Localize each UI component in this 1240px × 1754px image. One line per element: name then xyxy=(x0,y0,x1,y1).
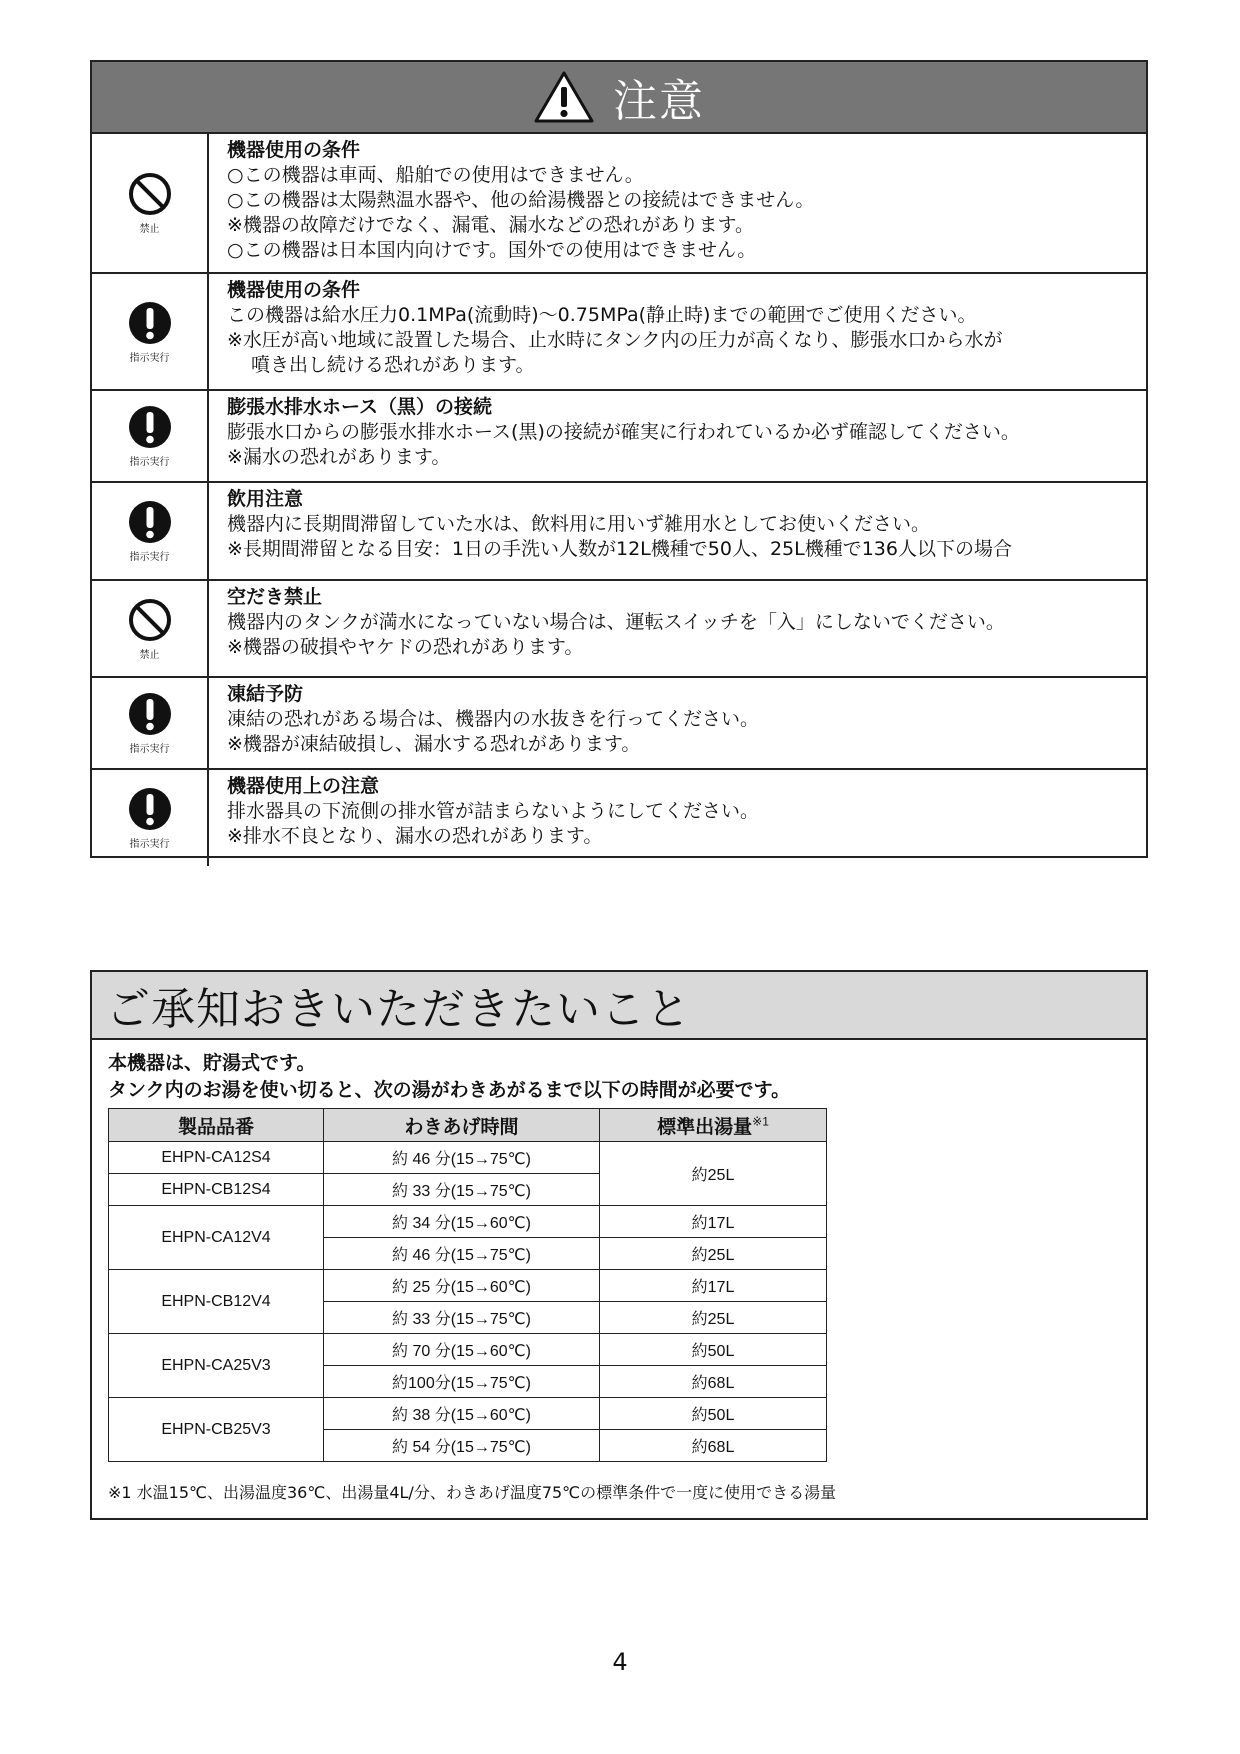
heating-time-cell: 約100分(15→75℃) xyxy=(324,1366,600,1398)
caution-row-line: ※長期間滞留となる目安：1日の手洗い人数が12L機種で50人、25L機種で136人以下の場合 xyxy=(227,538,1012,560)
mandatory-action-icon xyxy=(127,691,173,737)
table-header-row xyxy=(109,1109,827,1142)
model-cell: EHPN-CA12S4 xyxy=(109,1142,324,1174)
caution-row-line: 膨張水口からの膨張水排水ホース(黒)の接続が確実に行われているか必ず確認してください。 xyxy=(227,421,1020,443)
icon-label: 禁止 xyxy=(139,649,160,661)
model-cell: EHPN-CA25V3 xyxy=(109,1334,324,1398)
model-cell: EHPN-CB12S4 xyxy=(109,1174,324,1206)
heating-time-cell: 約 33 分(15→75℃) xyxy=(324,1174,600,1206)
caution-row xyxy=(92,678,1146,770)
page-number: 4 xyxy=(612,1648,628,1676)
heating-time-cell: 約 54 分(15→75℃) xyxy=(324,1430,600,1462)
caution-text-cell xyxy=(209,274,1146,389)
icon-label: 指示実行 xyxy=(129,744,170,755)
caution-text-cell xyxy=(209,581,1146,676)
caution-row-title: 膨張水排水ホース（黒）の接続 xyxy=(227,396,493,418)
volume-cell: 約50L xyxy=(600,1334,827,1366)
volume-cell: 約68L xyxy=(600,1366,827,1398)
caution-row-line: 凍結の恐れがある場合は、機器内の水抜きを行ってください。 xyxy=(227,708,760,730)
caution-row-title: 凍結予防 xyxy=(227,683,304,705)
caution-text-cell xyxy=(209,391,1146,481)
warning-triangle-icon xyxy=(533,70,595,124)
volume-cell: 約50L xyxy=(600,1398,827,1430)
model-cell: EHPN-CB12V4 xyxy=(109,1270,324,1334)
caution-icon-cell xyxy=(92,134,209,272)
model-cell: EHPN-CA12V4 xyxy=(109,1206,324,1270)
caution-row xyxy=(92,770,1146,866)
caution-row-line: ○この機器は車両、船舶での使用はできません。 xyxy=(227,164,644,186)
caution-row-line: ○この機器は太陽熱温水器や、他の給湯機器との接続はできません。 xyxy=(227,189,815,211)
caution-row xyxy=(92,581,1146,678)
caution-row-title: 機器使用上の注意 xyxy=(227,775,380,797)
caution-header xyxy=(92,62,1146,134)
caution-row xyxy=(92,391,1146,483)
header-standard-volume: 標準出湯量$^{※1}$ xyxy=(600,1109,827,1142)
caution-row-line: ※水圧が高い地域に設置した場合、止水時にタンク内の圧力が高くなり、膨張水口から水が xyxy=(227,329,1003,351)
icon-label: 指示実行 xyxy=(129,352,170,364)
mandatory-action-icon xyxy=(127,404,173,450)
volume-cell: 約17L xyxy=(600,1270,827,1302)
caution-icon-cell xyxy=(92,770,209,866)
caution-row-line: 機器内に長期間滞留していた水は、飲料用に用いず雑用水としてお使いください。 xyxy=(227,513,931,535)
caution-row-line: 噴き出し続ける恐れがあります。 xyxy=(251,354,535,376)
caution-row-title: 飲用注意 xyxy=(227,488,304,510)
caution-row xyxy=(92,274,1146,391)
heating-time-cell: 約 46 分(15→75℃) xyxy=(324,1238,600,1270)
header-model: 製品品番 xyxy=(109,1109,324,1142)
model-cell: EHPN-CB25V3 xyxy=(109,1398,324,1462)
table-row xyxy=(109,1270,827,1302)
volume-cell: 約25L xyxy=(600,1238,827,1270)
table-row xyxy=(109,1142,827,1174)
table-body xyxy=(109,1142,827,1462)
caution-text-cell xyxy=(209,483,1146,579)
volume-cell: 約25L xyxy=(600,1142,827,1206)
notice-header xyxy=(92,972,1146,1040)
caution-row-title: 機器使用の条件 xyxy=(227,279,361,301)
caution-row-line: 機器内のタンクが満水になっていない場合は、運転スイッチを「入」にしないでください。 xyxy=(227,611,1005,633)
prohibition-icon xyxy=(127,171,173,217)
icon-label: 指示実行 xyxy=(129,839,170,850)
icon-label: 指示実行 xyxy=(129,552,170,563)
caution-row-title: 機器使用の条件 xyxy=(227,139,361,161)
icon-label: 指示実行 xyxy=(129,457,170,468)
heating-time-table xyxy=(108,1108,827,1462)
caution-text-cell xyxy=(209,134,1146,272)
caution-row-line: ※機器の破損やヤケドの恐れがあります。 xyxy=(227,636,584,658)
heating-time-cell: 約 70 分(15→60℃) xyxy=(324,1334,600,1366)
caution-rows xyxy=(92,134,1146,866)
heating-time-cell: 約 38 分(15→60℃) xyxy=(324,1398,600,1430)
caution-row-line: ※機器が凍結破損し、漏水する恐れがあります。 xyxy=(227,733,641,755)
caution-row xyxy=(92,134,1146,274)
caution-title: 注意 xyxy=(613,76,705,127)
notice-intro xyxy=(92,1040,1146,1104)
caution-icon-cell xyxy=(92,391,209,481)
caution-icon-cell xyxy=(92,581,209,676)
table-row xyxy=(109,1206,827,1238)
notice-intro-line: 本機器は、貯湯式です。 xyxy=(108,1052,316,1074)
caution-row-line: ※漏水の恐れがあります。 xyxy=(227,446,451,468)
caution-icon-cell xyxy=(92,274,209,389)
notice-title: ご承知おきいただきたいこと xyxy=(106,984,691,1035)
heating-time-cell: 約 25 分(15→60℃) xyxy=(324,1270,600,1302)
caution-row-line: ※排水不良となり、漏水の恐れがあります。 xyxy=(227,825,603,847)
volume-cell: 約17L xyxy=(600,1206,827,1238)
caution-row xyxy=(92,483,1146,581)
heating-time-cell: 約 34 分(15→60℃) xyxy=(324,1206,600,1238)
volume-cell: 約68L xyxy=(600,1430,827,1462)
caution-box xyxy=(90,60,1148,858)
volume-cell: 約25L xyxy=(600,1302,827,1334)
caution-row-line: 排水器具の下流側の排水管が詰まらないようにしてください。 xyxy=(227,800,760,822)
caution-icon-cell xyxy=(92,678,209,768)
table-row xyxy=(109,1398,827,1430)
prohibition-icon xyxy=(127,597,173,643)
footnote: ※1 水温15℃、出湯温度36℃、出湯量4L/分、わきあげ温度75℃の標準条件で一度に使用できる湯量 xyxy=(108,1483,837,1502)
mandatory-action-icon xyxy=(127,499,173,545)
notice-intro-line: タンク内のお湯を使い切ると、次の湯がわきあがるまで以下の時間が必要です。 xyxy=(108,1079,791,1101)
heating-time-cell: 約 33 分(15→75℃) xyxy=(324,1302,600,1334)
mandatory-action-icon xyxy=(127,786,173,832)
table-row xyxy=(109,1334,827,1366)
notice-box xyxy=(90,970,1148,1520)
caution-row-line: ※機器の故障だけでなく、漏電、漏水などの恐れがあります。 xyxy=(227,214,755,236)
caution-icon-cell xyxy=(92,483,209,579)
caution-row-line: この機器は給水圧力0.1MPa(流動時)～0.75MPa(静止時)までの範囲でご使用ください。 xyxy=(227,304,977,326)
caution-row-title: 空だき禁止 xyxy=(227,586,323,608)
footnote-marker: ※1 xyxy=(752,1114,769,1129)
caution-row-line: ○この機器は日本国内向けです。国外での使用はできません。 xyxy=(227,239,757,261)
icon-label: 禁止 xyxy=(139,224,160,235)
heating-time-cell: 約 46 分(15→75℃) xyxy=(324,1142,600,1174)
header-heating-time: わきあげ時間 xyxy=(324,1109,600,1142)
caution-text-cell xyxy=(209,678,1146,768)
caution-text-cell xyxy=(209,770,1146,866)
mandatory-action-icon xyxy=(127,300,173,346)
